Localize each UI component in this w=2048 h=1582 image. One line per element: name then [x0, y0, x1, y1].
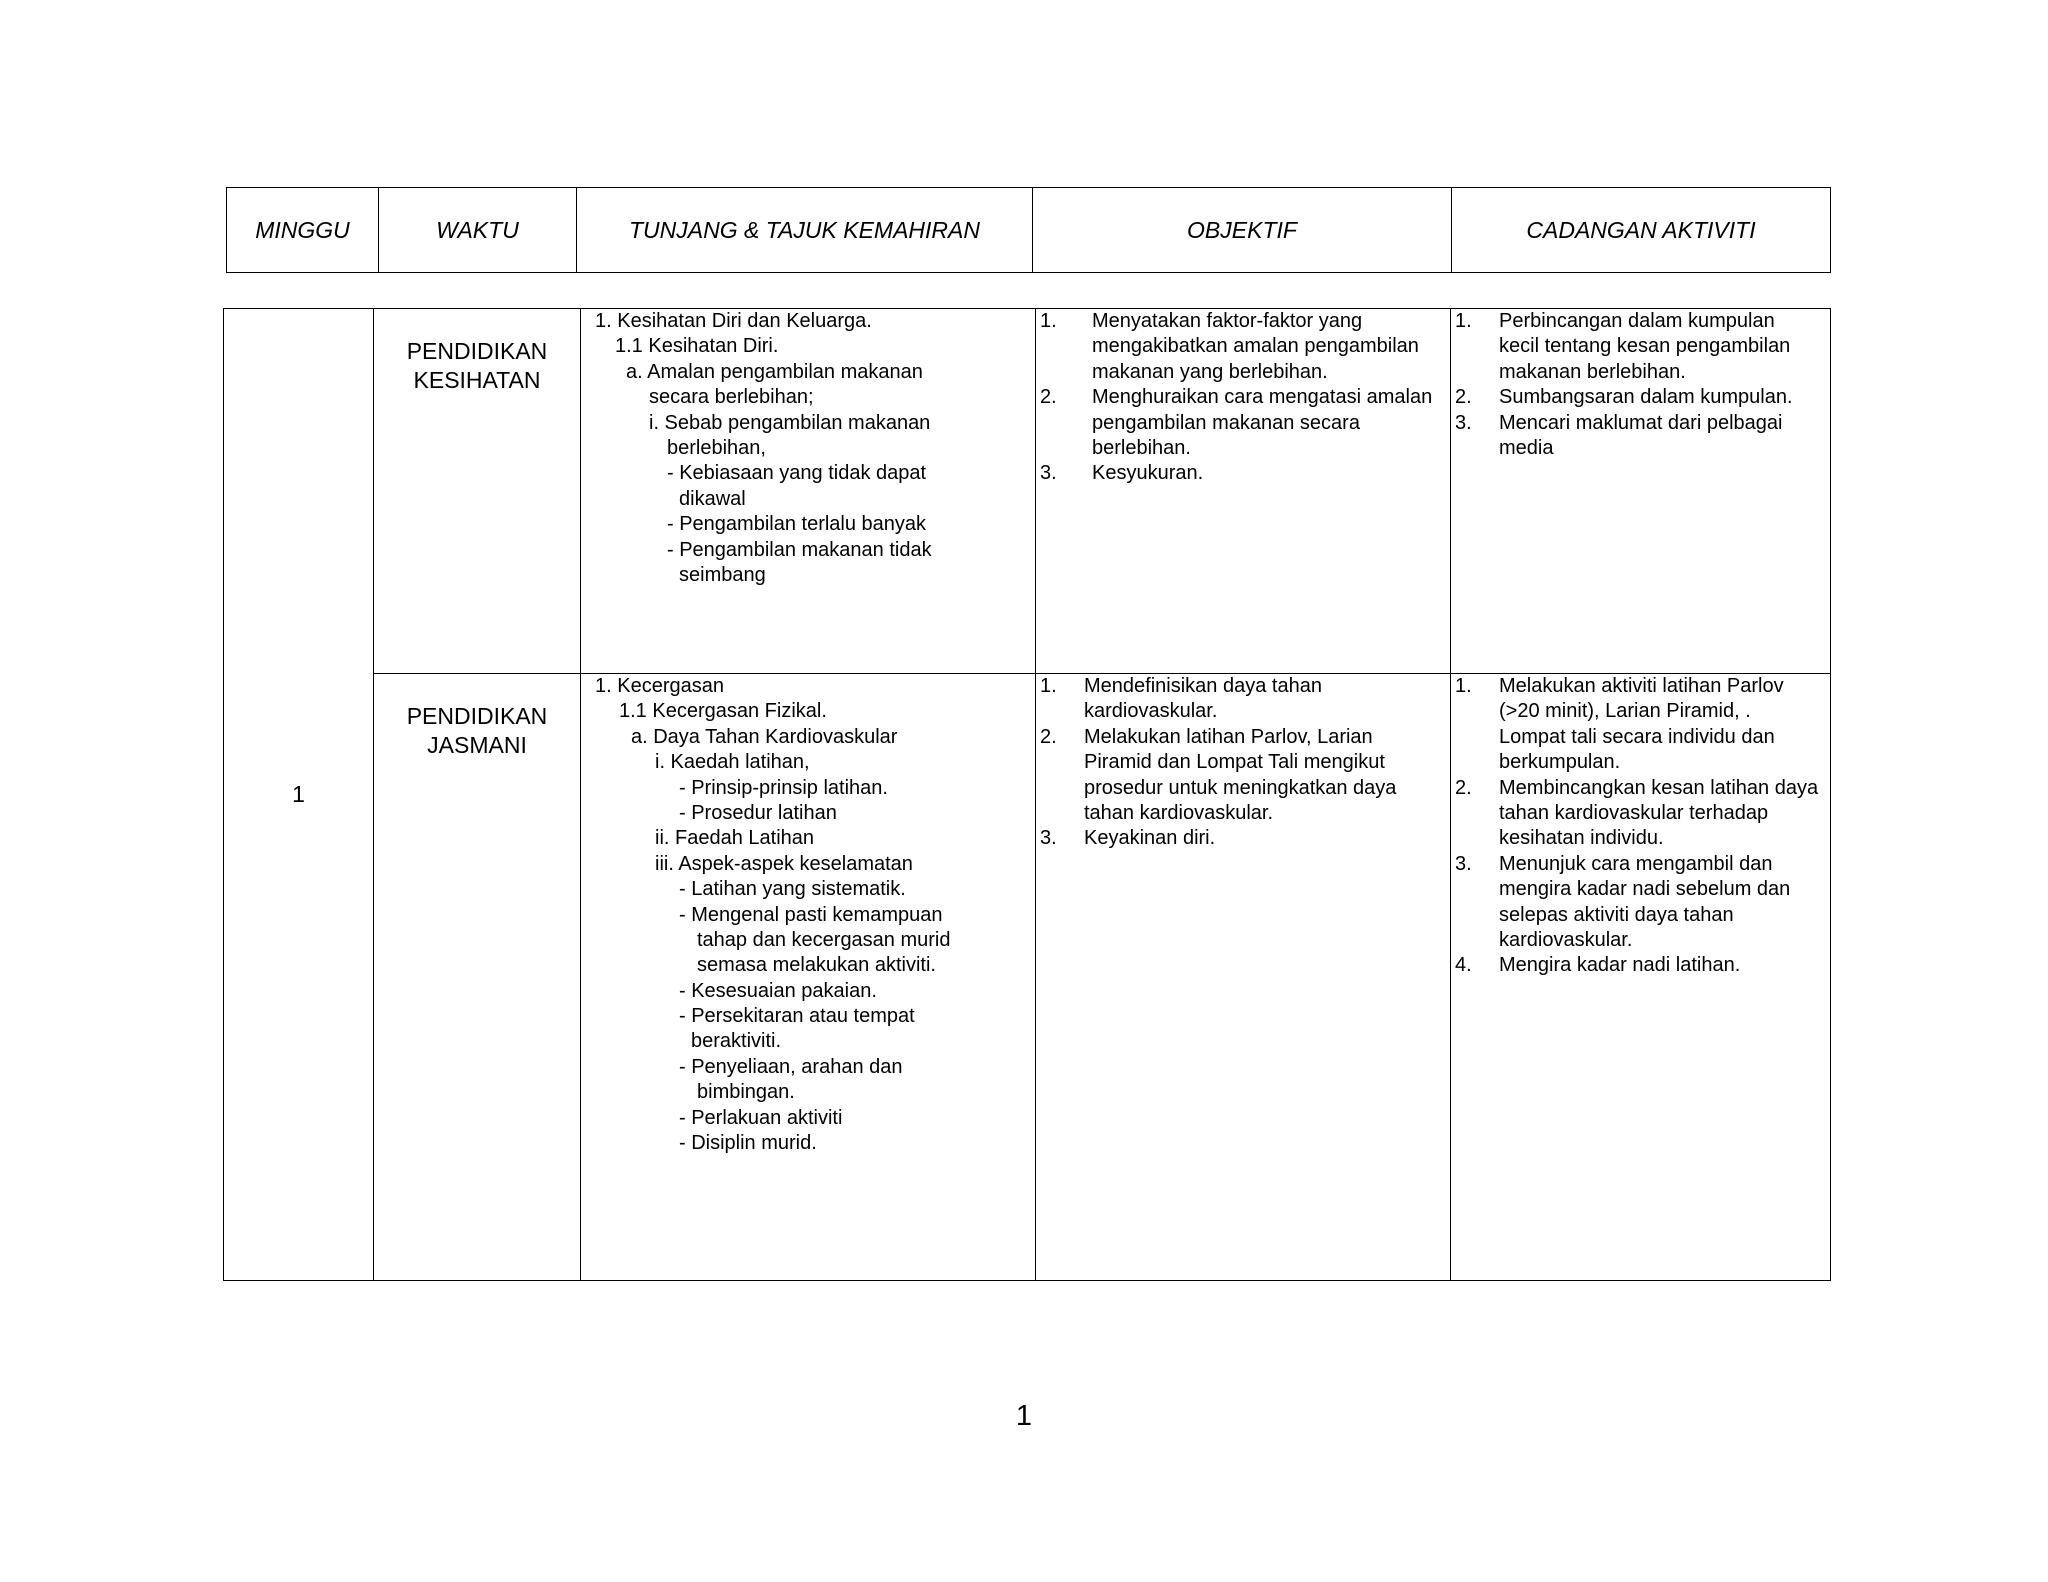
aktiviti-list: [1451, 309, 1830, 461]
waktu-cell: [374, 674, 581, 1281]
list-item: 4. Mengira kadar nadi latihan.: [1455, 954, 1741, 977]
tunjang-line: semasa melakukan aktiviti.: [697, 954, 936, 977]
header-row: [227, 188, 1831, 273]
waktu-line: PENDIDIKAN: [406, 338, 548, 364]
tunjang-line: - Prosedur latihan: [679, 801, 837, 824]
tunjang-line: - Mengenal pasti kemampuan: [679, 903, 943, 926]
tunjang-line: seimbang: [679, 563, 766, 586]
tunjang-line: tahap dan kecergasan murid: [697, 928, 951, 951]
tunjang-line: a. Amalan pengambilan makanan: [626, 360, 923, 383]
list-item: 3. Keyakinan diri.: [1040, 827, 1216, 850]
tunjang-line: i. Sebab pengambilan makanan: [649, 411, 931, 434]
tunjang-line: - Latihan yang sistematik.: [679, 878, 906, 901]
aktiviti-list: [1451, 674, 1830, 979]
tunjang-line: - Prinsip-prinsip latihan.: [679, 776, 888, 799]
tunjang-line: - Pengambilan makanan tidak: [667, 538, 932, 561]
page-number: 1: [1015, 1400, 1033, 1432]
tunjang-cell: [581, 309, 1036, 674]
list-item: 1. Perbincangan dalam kumpulan kecil tentang kesan pengambilan makanan berlebihan.: [1455, 310, 1791, 383]
list-item: 2. Sumbangsaran dalam kumpulan.: [1455, 386, 1793, 409]
list-item: 2. Menghuraikan cara mengatasi amalan pengambilan makanan secara berlebihan.: [1040, 386, 1433, 460]
header-tunjang: TUNJANG & TAJUK KEMAHIRAN: [577, 188, 1033, 273]
tunjang-line: berlebihan,: [667, 436, 766, 459]
table-row-jasmani: [224, 674, 1831, 1281]
objektif-list: [1036, 674, 1450, 852]
tunjang-line: - Pengambilan terlalu banyak: [667, 513, 927, 536]
tunjang-line: 1. Kecergasan: [595, 675, 724, 697]
aktiviti-cell: [1451, 674, 1831, 1281]
list-item: 1. Menyatakan faktor-faktor yang mengakibatkan amalan pengambilan makanan yang berlebihan.: [1040, 310, 1419, 383]
waktu-line: PENDIDIKAN: [406, 703, 548, 729]
waktu-line: JASMANI: [427, 732, 527, 758]
tunjang-line: secara berlebihan;: [649, 386, 814, 409]
list-item: 3. Menunjuk cara mengambil dan mengira kadar nadi sebelum dan selepas aktiviti daya tahan kardiovaskular.: [1455, 852, 1791, 952]
tunjang-line: dikawal: [679, 487, 746, 510]
tunjang-line: - Kebiasaan yang tidak dapat: [667, 462, 927, 485]
header-cadangan: CADANGAN AKTIVITI: [1452, 188, 1831, 273]
list-item: 1. Melakukan aktiviti latihan Parlov (>20 minit), Larian Piramid, . Lompat tali secara individu dan berkumpulan.: [1455, 675, 1784, 774]
content-table: [223, 308, 1831, 1281]
list-item: 2. Melakukan latihan Parlov, Larian Piramid dan Lompat Tali mengikut prosedur untuk meningkatkan daya tahan kardiovaskular.: [1040, 725, 1397, 825]
objektif-list: [1036, 309, 1450, 487]
tunjang-line: - Penyeliaan, arahan dan: [679, 1055, 903, 1078]
header-waktu: WAKTU: [379, 188, 577, 273]
tunjang-line: - Persekitaran atau tempat: [679, 1005, 915, 1028]
tunjang-line: a. Daya Tahan Kardiovaskular: [631, 725, 898, 748]
tunjang-line: i. Kaedah latihan,: [655, 751, 810, 774]
list-item: 3. Mencari maklumat dari pelbagai media: [1455, 411, 1783, 460]
header-minggu: MINGGU: [227, 188, 379, 273]
objektif-cell: [1036, 309, 1451, 674]
tunjang-line: - Disiplin murid.: [679, 1132, 817, 1155]
tunjang-line: ii. Faedah Latihan: [655, 827, 815, 850]
list-item: 2. Membincangkan kesan latihan daya tahan kardiovaskular terhadap kesihatan individu.: [1455, 776, 1819, 850]
tunjang-line: 1.1 Kecergasan Fizikal.: [619, 700, 827, 723]
tunjang-line: beraktiviti.: [691, 1030, 782, 1053]
tunjang-line: 1.1 Kesihatan Diri.: [615, 335, 779, 358]
tunjang-line: bimbingan.: [697, 1081, 795, 1104]
week-number: 1: [224, 309, 374, 1281]
list-item: 1. Mendefinisikan daya tahan kardiovaskular.: [1040, 675, 1322, 723]
waktu-line: KESIHATAN: [413, 367, 541, 393]
waktu-cell: [374, 309, 581, 674]
list-item: 3. Kesyukuran.: [1040, 462, 1204, 485]
tunjang-line: iii. Aspek-aspek keselamatan: [655, 852, 913, 875]
tunjang-line: 1. Kesihatan Diri dan Keluarga.: [595, 310, 872, 332]
aktiviti-cell: [1451, 309, 1831, 674]
header-table: [226, 187, 1831, 273]
tunjang-line: - Kesesuaian pakaian.: [679, 979, 877, 1002]
tunjang-line: - Perlakuan aktiviti: [679, 1106, 843, 1129]
header-objektif: OBJEKTIF: [1033, 188, 1452, 273]
table-row-kesihatan: [224, 309, 1831, 674]
tunjang-cell: [581, 674, 1036, 1281]
objektif-cell: [1036, 674, 1451, 1281]
